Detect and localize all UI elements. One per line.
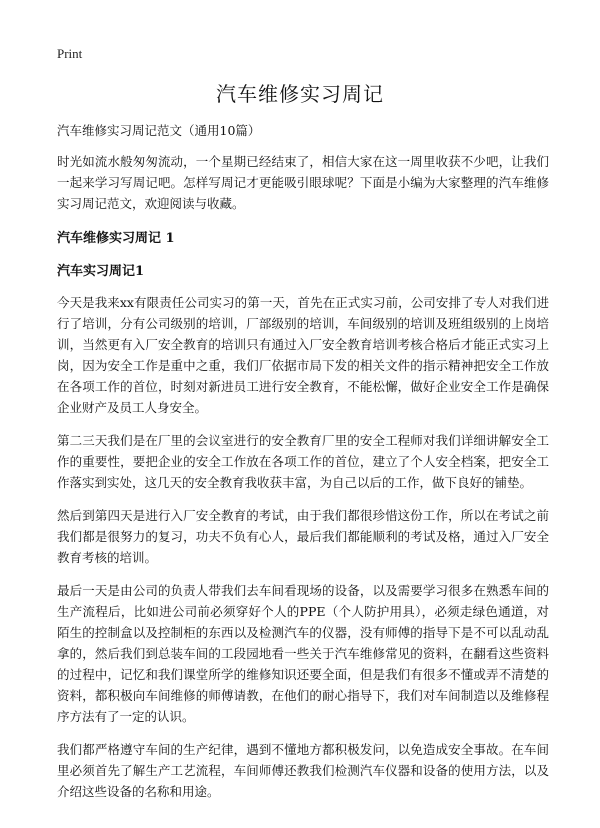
- intro-paragraph: 时光如流水般匆匆流动，一个星期已经结束了，相信大家在这一周里收获不少吧，让我们一起来学习写周记吧。怎样写周记才更能吸引眼球呢？下面是小编为大家整理的汽车维修实习周记范文，欢迎阅读与收藏。: [57, 154, 549, 211]
- body-paragraph-4: 最后一天是由公司的负责人带我们去车间看现场的设备，以及需要学习很多在熟悉车间的生产流程后，比如进公司前必须穿好个人的PPE（个人防护用具），必须走绿色通道，对陌生的控制盒以及控制柜的东西以及检测汽车的仪器，没有师傅的指导下是不可以乱动乱拿的，然后我们到总装车间的工段园地看一些关于汽车维修常见的资料，在翻看这些资料的过程中，记忆和我们课堂所学的维修知识还要全面，但是我们有很多不懂或弄不清楚的资料，都积极向车间维修的师傅请教，在他们的耐心指导下，我们对车间制造以及维修程序方法有了一定的认识。: [57, 583, 549, 724]
- body-paragraph-3: 然后到第四天是进行入厂安全教育的考试，由于我们都很珍惜这份工作，所以在考试之前我们都是很努力的复习，功夫不负有心人，最后我们都能顺利的考试及格，通过入厂安全教育考核的培训。: [57, 508, 549, 565]
- body-paragraph-1: 今天是我来xx有限责任公司实习的第一天，首先在正式实习前，公司安排了专人对我们进行了培训，分有公司级别的培训，厂部级别的培训，车间级别的培训及班组级别的上岗培训，当然更有入厂安全教育的培训只有通过入厂安全教育培训考核合格后才能正式实习上岗，因为安全工作是重中之重，我们厂依据市局下发的相关文件的指示精神把安全工作放在各项工作的首位，时刻对新进员工进行安全教育，不能松懈，做好企业安全工作是确保企业财产及员工人身安全。: [57, 295, 549, 415]
- document-body: [57, 120, 549, 814]
- print-link[interactable]: Print: [57, 46, 83, 61]
- section-heading: 汽车维修实习周记 1: [57, 231, 175, 246]
- document-subtitle: 汽车维修实习周记范文（通用10篇）: [57, 123, 261, 138]
- sub-heading: 汽车实习周记1: [57, 264, 145, 279]
- body-paragraph-5: 我们都严格遵守车间的生产纪律，遇到不懂地方都积极发问，以免造成安全事故。在车间里必须首先了解生产工艺流程，车间师傅还教我们检测汽车仪器和设备的使用方法，以及介绍这些设备的名称和用途。: [57, 742, 549, 799]
- document-title: 汽车维修实习周记: [216, 82, 384, 106]
- body-paragraph-2: 第二三天我们是在厂里的会议室进行的安全教育厂里的安全工程师对我们详细讲解安全工作的重要性，要把企业的安全工作放在各项工作的首位，建立了个人安全档案，把安全工作落实到实处，这几天的安全教育我收获丰富，为自己以后的工作，做下良好的铺垫。: [57, 433, 549, 490]
